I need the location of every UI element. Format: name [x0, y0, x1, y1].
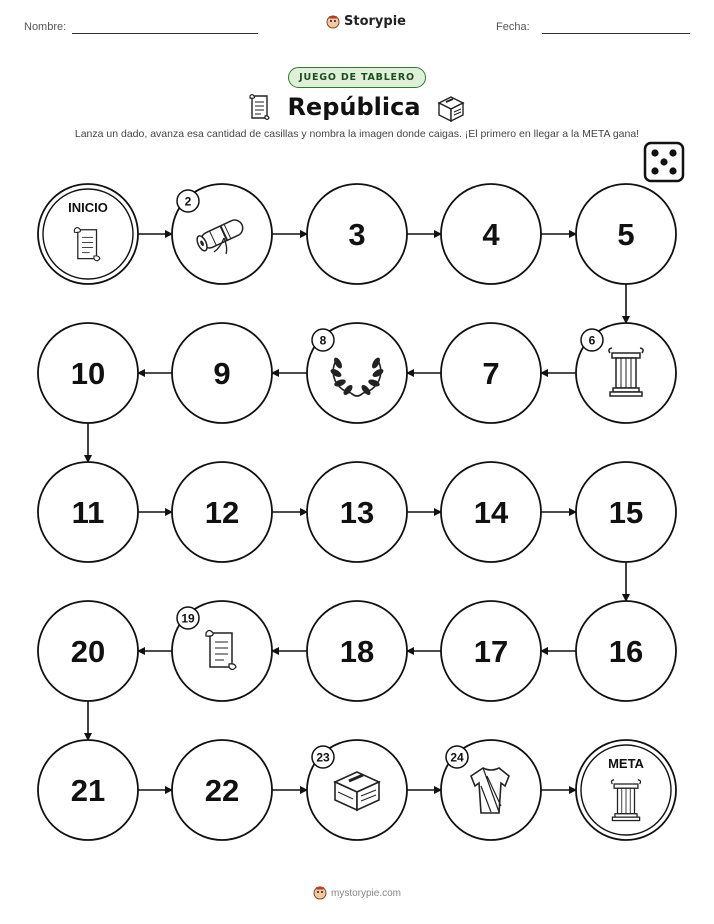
brand-name: Storypie [344, 14, 406, 29]
board-cell-14[interactable] [441, 462, 541, 562]
board-cell-12[interactable] [172, 462, 272, 562]
board-cell-10[interactable] [38, 323, 138, 423]
cell-number: 11 [71, 495, 105, 530]
board-cell-5[interactable] [576, 184, 676, 284]
cell-number: 12 [204, 495, 240, 530]
instructions: Lanza un dado, avanza esa cantidad de casillas y nombra la imagen donde caigas. ¡El primero en llegar a la META gana! [74, 128, 640, 140]
scroll-icon [206, 631, 236, 670]
board-cell-20[interactable] [38, 601, 138, 701]
board-cell-25[interactable] [576, 740, 676, 840]
cell-number: 14 [473, 495, 509, 530]
cell-number: 21 [70, 773, 106, 808]
board-cell-23[interactable] [307, 740, 407, 840]
cell-number: 6 [588, 333, 596, 348]
footer-url[interactable]: mystorypie.com [330, 887, 401, 899]
board-cell-18[interactable] [307, 601, 407, 701]
board-cell-4[interactable] [441, 184, 541, 284]
mascot-icon [313, 886, 327, 900]
cell-number: 18 [339, 634, 375, 669]
date-label: Fecha: [496, 21, 530, 33]
board-cell-1[interactable] [38, 184, 138, 284]
board-cell-6[interactable] [576, 323, 676, 423]
board-cell-9[interactable] [172, 323, 272, 423]
cell-number: 16 [608, 634, 644, 669]
cell-number: 15 [608, 495, 644, 530]
cell-number: 13 [339, 495, 375, 530]
cell-number: 20 [70, 634, 106, 669]
board-cell-8[interactable] [307, 323, 407, 423]
board-cell-7[interactable] [441, 323, 541, 423]
cell-number: 3 [348, 217, 366, 252]
cell-number: 4 [482, 217, 500, 252]
page-title: República [287, 93, 421, 121]
board-cell-11[interactable] [38, 462, 138, 562]
cell-number: 7 [482, 356, 500, 391]
cell-number: 17 [473, 634, 509, 669]
finish-label: META [608, 756, 644, 771]
footer [0, 886, 714, 900]
board-cell-16[interactable] [576, 601, 676, 701]
board-cell-2[interactable] [172, 184, 272, 284]
board-cell-22[interactable] [172, 740, 272, 840]
board-cells [38, 184, 676, 840]
board-cell-15[interactable] [576, 462, 676, 562]
name-label: Nombre: [24, 21, 67, 33]
board-cell-24[interactable] [441, 740, 541, 840]
board-cell-13[interactable] [307, 462, 407, 562]
cell-number: 10 [70, 356, 106, 391]
cell-number: 5 [617, 217, 635, 252]
game-type-badge: JUEGO DE TABLERO [288, 67, 426, 88]
board-cell-3[interactable] [307, 184, 407, 284]
cell-number: 19 [181, 611, 195, 626]
scroll-icon [74, 228, 100, 261]
cell-number: 9 [213, 356, 231, 391]
board-cell-17[interactable] [441, 601, 541, 701]
cell-number: 8 [319, 333, 327, 348]
start-label: INICIO [68, 200, 108, 215]
board-cell-21[interactable] [38, 740, 138, 840]
cell-number: 22 [204, 773, 240, 808]
board-cell-19[interactable] [172, 601, 272, 701]
cell-number: 23 [316, 750, 330, 765]
cell-number: 2 [184, 194, 192, 209]
cell-number: 24 [450, 750, 464, 765]
